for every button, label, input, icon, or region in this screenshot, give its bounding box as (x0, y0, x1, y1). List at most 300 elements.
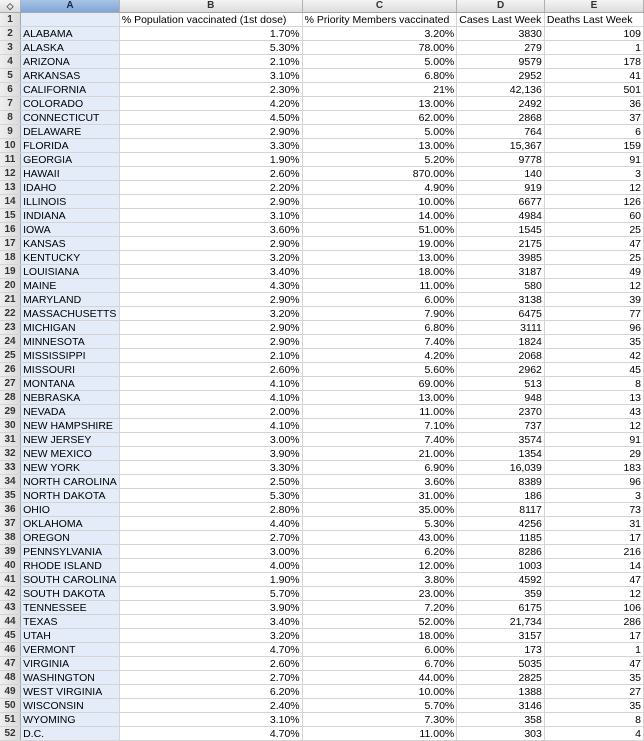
cell-b49[interactable]: 6.20% (119, 685, 302, 699)
cell-b17[interactable]: 2.90% (119, 237, 302, 251)
row-number[interactable]: 12 (0, 167, 21, 181)
cell-b20[interactable]: 4.30% (119, 279, 302, 293)
cell-c33[interactable]: 6.90% (302, 461, 457, 475)
row-number[interactable]: 38 (0, 531, 21, 545)
cell-b13[interactable]: 2.20% (119, 181, 302, 195)
cell-d31[interactable]: 3574 (457, 433, 545, 447)
row-number[interactable]: 26 (0, 363, 21, 377)
cell-a30[interactable]: NEW HAMPSHIRE (21, 419, 120, 433)
cell-d7[interactable]: 2492 (457, 97, 545, 111)
cell-d25[interactable]: 2068 (457, 349, 545, 363)
cell-a36[interactable]: OHIO (21, 503, 120, 517)
cell-c8[interactable]: 62.00% (302, 111, 457, 125)
cell-d19[interactable]: 3187 (457, 265, 545, 279)
cell-a49[interactable]: WEST VIRGINIA (21, 685, 120, 699)
row-number[interactable]: 34 (0, 475, 21, 489)
row-number[interactable]: 33 (0, 461, 21, 475)
cell-b39[interactable]: 3.00% (119, 545, 302, 559)
cell-a16[interactable]: IOWA (21, 223, 120, 237)
cell-c4[interactable]: 5.00% (302, 55, 457, 69)
cell-b25[interactable]: 2.10% (119, 349, 302, 363)
cell-d9[interactable]: 764 (457, 125, 545, 139)
cell-a4[interactable]: ARIZONA (21, 55, 120, 69)
row-number[interactable]: 41 (0, 573, 21, 587)
cell-c45[interactable]: 18.00% (302, 629, 457, 643)
cell-a35[interactable]: NORTH DAKOTA (21, 489, 120, 503)
cell-b21[interactable]: 2.90% (119, 293, 302, 307)
row-number[interactable]: 40 (0, 559, 21, 573)
cell-e28[interactable]: 13 (544, 391, 643, 405)
cell-a28[interactable]: NEBRASKA (21, 391, 120, 405)
cell-d3[interactable]: 279 (457, 41, 545, 55)
cell-a6[interactable]: CALIFORNIA (21, 83, 120, 97)
cell-b6[interactable]: 2.30% (119, 83, 302, 97)
cell-c17[interactable]: 19.00% (302, 237, 457, 251)
cell-d44[interactable]: 21,734 (457, 615, 545, 629)
row-number[interactable]: 42 (0, 587, 21, 601)
row-number[interactable]: 1 (0, 13, 21, 27)
row-number[interactable]: 9 (0, 125, 21, 139)
row-number[interactable]: 27 (0, 377, 21, 391)
cell-b38[interactable]: 2.70% (119, 531, 302, 545)
cell-d29[interactable]: 2370 (457, 405, 545, 419)
cell-b26[interactable]: 2.60% (119, 363, 302, 377)
cell-c36[interactable]: 35.00% (302, 503, 457, 517)
cell-a12[interactable]: HAWAII (21, 167, 120, 181)
cell-d32[interactable]: 1354 (457, 447, 545, 461)
cell-c10[interactable]: 13.00% (302, 139, 457, 153)
cell-e14[interactable]: 126 (544, 195, 643, 209)
cell-a11[interactable]: GEORGIA (21, 153, 120, 167)
cell-a19[interactable]: LOUISIANA (21, 265, 120, 279)
cell-d35[interactable]: 186 (457, 489, 545, 503)
cell-a20[interactable]: MAINE (21, 279, 120, 293)
cell-d8[interactable]: 2868 (457, 111, 545, 125)
cell-b30[interactable]: 4.10% (119, 419, 302, 433)
cell-a48[interactable]: WASHINGTON (21, 671, 120, 685)
cell-c25[interactable]: 4.20% (302, 349, 457, 363)
cell-e12[interactable]: 3 (544, 167, 643, 181)
cell-d49[interactable]: 1388 (457, 685, 545, 699)
row-number[interactable]: 23 (0, 321, 21, 335)
cell-e42[interactable]: 12 (544, 587, 643, 601)
row-number[interactable]: 5 (0, 69, 21, 83)
row-number[interactable]: 20 (0, 279, 21, 293)
cell-e18[interactable]: 25 (544, 251, 643, 265)
cell-d28[interactable]: 948 (457, 391, 545, 405)
cell-a45[interactable]: UTAH (21, 629, 120, 643)
row-number[interactable]: 22 (0, 307, 21, 321)
cell-a37[interactable]: OKLAHOMA (21, 517, 120, 531)
cell-e24[interactable]: 35 (544, 335, 643, 349)
row-number[interactable]: 2 (0, 27, 21, 41)
row-number[interactable]: 37 (0, 517, 21, 531)
row-number[interactable]: 49 (0, 685, 21, 699)
cell-d13[interactable]: 919 (457, 181, 545, 195)
cell-e3[interactable]: 1 (544, 41, 643, 55)
cell-c49[interactable]: 10.00% (302, 685, 457, 699)
cell-d48[interactable]: 2825 (457, 671, 545, 685)
cell-b4[interactable]: 2.10% (119, 55, 302, 69)
cell-b16[interactable]: 3.60% (119, 223, 302, 237)
cell-d43[interactable]: 6175 (457, 601, 545, 615)
cell-e47[interactable]: 47 (544, 657, 643, 671)
cell-a2[interactable]: ALABAMA (21, 27, 120, 41)
cell-b15[interactable]: 3.10% (119, 209, 302, 223)
row-number[interactable]: 52 (0, 727, 21, 741)
cell-d38[interactable]: 1185 (457, 531, 545, 545)
cell-e22[interactable]: 77 (544, 307, 643, 321)
cell-a9[interactable]: DELAWARE (21, 125, 120, 139)
cell-c6[interactable]: 21% (302, 83, 457, 97)
cell-e7[interactable]: 36 (544, 97, 643, 111)
cell-e4[interactable]: 178 (544, 55, 643, 69)
row-number[interactable]: 43 (0, 601, 21, 615)
cell-a14[interactable]: ILLINOIS (21, 195, 120, 209)
cell-a39[interactable]: PENNSYLVANIA (21, 545, 120, 559)
cell-b40[interactable]: 4.00% (119, 559, 302, 573)
row-number[interactable]: 3 (0, 41, 21, 55)
cell-b14[interactable]: 2.90% (119, 195, 302, 209)
cell-c13[interactable]: 4.90% (302, 181, 457, 195)
cell-c18[interactable]: 13.00% (302, 251, 457, 265)
cell-b33[interactable]: 3.30% (119, 461, 302, 475)
cell-c48[interactable]: 44.00% (302, 671, 457, 685)
cell-e2[interactable]: 109 (544, 27, 643, 41)
cell-b3[interactable]: 5.30% (119, 41, 302, 55)
cell-c35[interactable]: 31.00% (302, 489, 457, 503)
cell-e44[interactable]: 286 (544, 615, 643, 629)
cell-d20[interactable]: 580 (457, 279, 545, 293)
row-number[interactable]: 7 (0, 97, 21, 111)
cell-a22[interactable]: MASSACHUSETTS (21, 307, 120, 321)
cell-b22[interactable]: 3.20% (119, 307, 302, 321)
cell-b5[interactable]: 3.10% (119, 69, 302, 83)
row-number[interactable]: 11 (0, 153, 21, 167)
cell-c11[interactable]: 5.20% (302, 153, 457, 167)
cell-d11[interactable]: 9778 (457, 153, 545, 167)
cell-b48[interactable]: 2.70% (119, 671, 302, 685)
cell-c15[interactable]: 14.00% (302, 209, 457, 223)
cell-d34[interactable]: 8389 (457, 475, 545, 489)
row-number[interactable]: 15 (0, 209, 21, 223)
row-number[interactable]: 36 (0, 503, 21, 517)
cell-a34[interactable]: NORTH CAROLINA (21, 475, 120, 489)
cell-e26[interactable]: 45 (544, 363, 643, 377)
cell-e39[interactable]: 216 (544, 545, 643, 559)
cell-a38[interactable]: OREGON (21, 531, 120, 545)
cell-a46[interactable]: VERMONT (21, 643, 120, 657)
cell-c2[interactable]: 3.20% (302, 27, 457, 41)
cell-c30[interactable]: 7.10% (302, 419, 457, 433)
cell-c44[interactable]: 52.00% (302, 615, 457, 629)
row-number[interactable]: 46 (0, 643, 21, 657)
cell-e32[interactable]: 29 (544, 447, 643, 461)
cell-d30[interactable]: 737 (457, 419, 545, 433)
cell-e11[interactable]: 91 (544, 153, 643, 167)
cell-d50[interactable]: 3146 (457, 699, 545, 713)
cell-b23[interactable]: 2.90% (119, 321, 302, 335)
row-number[interactable]: 16 (0, 223, 21, 237)
cell-c38[interactable]: 43.00% (302, 531, 457, 545)
cell-e8[interactable]: 37 (544, 111, 643, 125)
cell-c43[interactable]: 7.20% (302, 601, 457, 615)
cell-d46[interactable]: 173 (457, 643, 545, 657)
cell-c47[interactable]: 6.70% (302, 657, 457, 671)
cell-d22[interactable]: 6475 (457, 307, 545, 321)
cell-c12[interactable]: 870.00% (302, 167, 457, 181)
cell-d12[interactable]: 140 (457, 167, 545, 181)
cell-b50[interactable]: 2.40% (119, 699, 302, 713)
cell-c34[interactable]: 3.60% (302, 475, 457, 489)
cell-b31[interactable]: 3.00% (119, 433, 302, 447)
cell-e10[interactable]: 159 (544, 139, 643, 153)
column-header-b[interactable]: B (119, 0, 302, 13)
cell-c27[interactable]: 69.00% (302, 377, 457, 391)
cell-c32[interactable]: 21.00% (302, 447, 457, 461)
cell-e38[interactable]: 17 (544, 531, 643, 545)
column-header-c[interactable]: C (302, 0, 457, 13)
cell-d24[interactable]: 1824 (457, 335, 545, 349)
row-number[interactable]: 30 (0, 419, 21, 433)
cell-a5[interactable]: ARKANSAS (21, 69, 120, 83)
cell-b29[interactable]: 2.00% (119, 405, 302, 419)
cell-d6[interactable]: 42,136 (457, 83, 545, 97)
cell-d23[interactable]: 3111 (457, 321, 545, 335)
cell-e34[interactable]: 96 (544, 475, 643, 489)
row-number[interactable]: 8 (0, 111, 21, 125)
cell-a27[interactable]: MONTANA (21, 377, 120, 391)
cell-e40[interactable]: 14 (544, 559, 643, 573)
cell-e50[interactable]: 35 (544, 699, 643, 713)
cell-d21[interactable]: 3138 (457, 293, 545, 307)
row-number[interactable]: 44 (0, 615, 21, 629)
cell-c29[interactable]: 11.00% (302, 405, 457, 419)
cell-b8[interactable]: 4.50% (119, 111, 302, 125)
cell-a1[interactable] (21, 13, 120, 27)
cell-d42[interactable]: 359 (457, 587, 545, 601)
cell-c24[interactable]: 7.40% (302, 335, 457, 349)
cell-a41[interactable]: SOUTH CAROLINA (21, 573, 120, 587)
cell-b45[interactable]: 3.20% (119, 629, 302, 643)
cell-e30[interactable]: 12 (544, 419, 643, 433)
cell-c41[interactable]: 3.80% (302, 573, 457, 587)
cell-c3[interactable]: 78.00% (302, 41, 457, 55)
cell-c14[interactable]: 10.00% (302, 195, 457, 209)
cell-d4[interactable]: 9579 (457, 55, 545, 69)
cell-a32[interactable]: NEW MEXICO (21, 447, 120, 461)
row-number[interactable]: 6 (0, 83, 21, 97)
cell-c21[interactable]: 6.00% (302, 293, 457, 307)
cell-e19[interactable]: 49 (544, 265, 643, 279)
cell-e43[interactable]: 106 (544, 601, 643, 615)
cell-e25[interactable]: 42 (544, 349, 643, 363)
cell-b32[interactable]: 3.90% (119, 447, 302, 461)
cell-d51[interactable]: 358 (457, 713, 545, 727)
cell-e45[interactable]: 17 (544, 629, 643, 643)
row-number[interactable]: 51 (0, 713, 21, 727)
cell-e36[interactable]: 73 (544, 503, 643, 517)
cell-d40[interactable]: 1003 (457, 559, 545, 573)
row-number[interactable]: 39 (0, 545, 21, 559)
cell-d5[interactable]: 2952 (457, 69, 545, 83)
cell-e27[interactable]: 8 (544, 377, 643, 391)
cell-c50[interactable]: 5.70% (302, 699, 457, 713)
cell-d14[interactable]: 6677 (457, 195, 545, 209)
cell-d1[interactable]: Cases Last Week (457, 13, 545, 27)
cell-a29[interactable]: NEVADA (21, 405, 120, 419)
row-number[interactable]: 10 (0, 139, 21, 153)
cell-c42[interactable]: 23.00% (302, 587, 457, 601)
cell-d17[interactable]: 2175 (457, 237, 545, 251)
cell-b19[interactable]: 3.40% (119, 265, 302, 279)
cell-c16[interactable]: 51.00% (302, 223, 457, 237)
cell-c46[interactable]: 6.00% (302, 643, 457, 657)
cell-e13[interactable]: 12 (544, 181, 643, 195)
cell-b51[interactable]: 3.10% (119, 713, 302, 727)
cell-b12[interactable]: 2.60% (119, 167, 302, 181)
cell-c40[interactable]: 12.00% (302, 559, 457, 573)
cell-b52[interactable]: 4.70% (119, 727, 302, 741)
row-number[interactable]: 31 (0, 433, 21, 447)
cell-b11[interactable]: 1.90% (119, 153, 302, 167)
cell-d2[interactable]: 3830 (457, 27, 545, 41)
row-number[interactable]: 48 (0, 671, 21, 685)
cell-c9[interactable]: 5.00% (302, 125, 457, 139)
cell-d27[interactable]: 513 (457, 377, 545, 391)
cell-c5[interactable]: 6.80% (302, 69, 457, 83)
cell-a47[interactable]: VIRGINIA (21, 657, 120, 671)
cell-e41[interactable]: 47 (544, 573, 643, 587)
cell-e15[interactable]: 60 (544, 209, 643, 223)
cell-c23[interactable]: 6.80% (302, 321, 457, 335)
cell-e5[interactable]: 41 (544, 69, 643, 83)
cell-a25[interactable]: MISSISSIPPI (21, 349, 120, 363)
cell-d16[interactable]: 1545 (457, 223, 545, 237)
cell-c19[interactable]: 18.00% (302, 265, 457, 279)
cell-b9[interactable]: 2.90% (119, 125, 302, 139)
cell-e20[interactable]: 12 (544, 279, 643, 293)
cell-e29[interactable]: 43 (544, 405, 643, 419)
column-header-a[interactable]: A (21, 0, 120, 13)
row-number[interactable]: 21 (0, 293, 21, 307)
cell-a23[interactable]: MICHIGAN (21, 321, 120, 335)
cell-d15[interactable]: 4984 (457, 209, 545, 223)
cell-b47[interactable]: 2.60% (119, 657, 302, 671)
cell-a13[interactable]: IDAHO (21, 181, 120, 195)
cell-d47[interactable]: 5035 (457, 657, 545, 671)
cell-e1[interactable]: Deaths Last Week (544, 13, 643, 27)
cell-e16[interactable]: 25 (544, 223, 643, 237)
row-number[interactable]: 4 (0, 55, 21, 69)
cell-c26[interactable]: 5.60% (302, 363, 457, 377)
cell-a8[interactable]: CONNECTICUT (21, 111, 120, 125)
row-number[interactable]: 24 (0, 335, 21, 349)
cell-d39[interactable]: 8286 (457, 545, 545, 559)
cell-d41[interactable]: 4592 (457, 573, 545, 587)
cell-b42[interactable]: 5.70% (119, 587, 302, 601)
cell-a7[interactable]: COLORADO (21, 97, 120, 111)
row-number[interactable]: 45 (0, 629, 21, 643)
cell-a43[interactable]: TENNESSEE (21, 601, 120, 615)
column-header-d[interactable]: D (457, 0, 545, 13)
cell-b27[interactable]: 4.10% (119, 377, 302, 391)
cell-b37[interactable]: 4.40% (119, 517, 302, 531)
row-number[interactable]: 47 (0, 657, 21, 671)
select-all-icon[interactable]: ◇ (0, 0, 21, 13)
cell-e31[interactable]: 91 (544, 433, 643, 447)
cell-a21[interactable]: MARYLAND (21, 293, 120, 307)
cell-b46[interactable]: 4.70% (119, 643, 302, 657)
row-number[interactable]: 28 (0, 391, 21, 405)
row-number[interactable]: 14 (0, 195, 21, 209)
cell-b18[interactable]: 3.20% (119, 251, 302, 265)
row-number[interactable]: 19 (0, 265, 21, 279)
cell-e51[interactable]: 8 (544, 713, 643, 727)
cell-a50[interactable]: WISCONSIN (21, 699, 120, 713)
cell-b34[interactable]: 2.50% (119, 475, 302, 489)
cell-d10[interactable]: 15,367 (457, 139, 545, 153)
cell-e6[interactable]: 501 (544, 83, 643, 97)
cell-a26[interactable]: MISSOURI (21, 363, 120, 377)
row-number[interactable]: 18 (0, 251, 21, 265)
cell-a44[interactable]: TEXAS (21, 615, 120, 629)
cell-e9[interactable]: 6 (544, 125, 643, 139)
cell-d33[interactable]: 16,039 (457, 461, 545, 475)
row-number[interactable]: 13 (0, 181, 21, 195)
cell-a52[interactable]: D.C. (21, 727, 120, 741)
cell-b2[interactable]: 1.70% (119, 27, 302, 41)
cell-a10[interactable]: FLORIDA (21, 139, 120, 153)
cell-c22[interactable]: 7.90% (302, 307, 457, 321)
cell-d36[interactable]: 8117 (457, 503, 545, 517)
cell-c31[interactable]: 7.40% (302, 433, 457, 447)
row-number[interactable]: 35 (0, 489, 21, 503)
cell-a24[interactable]: MINNESOTA (21, 335, 120, 349)
column-header-e[interactable]: E (544, 0, 643, 13)
cell-b28[interactable]: 4.10% (119, 391, 302, 405)
cell-e46[interactable]: 1 (544, 643, 643, 657)
cell-d26[interactable]: 2962 (457, 363, 545, 377)
row-number[interactable]: 17 (0, 237, 21, 251)
cell-e35[interactable]: 3 (544, 489, 643, 503)
cell-b41[interactable]: 1.90% (119, 573, 302, 587)
cell-a15[interactable]: INDIANA (21, 209, 120, 223)
cell-c39[interactable]: 6.20% (302, 545, 457, 559)
cell-a18[interactable]: KENTUCKY (21, 251, 120, 265)
cell-c37[interactable]: 5.30% (302, 517, 457, 531)
cell-b43[interactable]: 3.90% (119, 601, 302, 615)
cell-c7[interactable]: 13.00% (302, 97, 457, 111)
cell-c52[interactable]: 11.00% (302, 727, 457, 741)
cell-b1[interactable]: % Population vaccinated (1st dose) (119, 13, 302, 27)
cell-a40[interactable]: RHODE ISLAND (21, 559, 120, 573)
cell-d37[interactable]: 4256 (457, 517, 545, 531)
cell-d52[interactable]: 303 (457, 727, 545, 741)
row-number[interactable]: 32 (0, 447, 21, 461)
cell-e52[interactable]: 4 (544, 727, 643, 741)
cell-c1[interactable]: % Priority Members vaccinated (302, 13, 457, 27)
cell-a31[interactable]: NEW JERSEY (21, 433, 120, 447)
cell-a17[interactable]: KANSAS (21, 237, 120, 251)
cell-b36[interactable]: 2.80% (119, 503, 302, 517)
cell-d18[interactable]: 3985 (457, 251, 545, 265)
cell-e49[interactable]: 27 (544, 685, 643, 699)
row-number[interactable]: 29 (0, 405, 21, 419)
cell-e23[interactable]: 96 (544, 321, 643, 335)
cell-b24[interactable]: 2.90% (119, 335, 302, 349)
cell-a3[interactable]: ALASKA (21, 41, 120, 55)
